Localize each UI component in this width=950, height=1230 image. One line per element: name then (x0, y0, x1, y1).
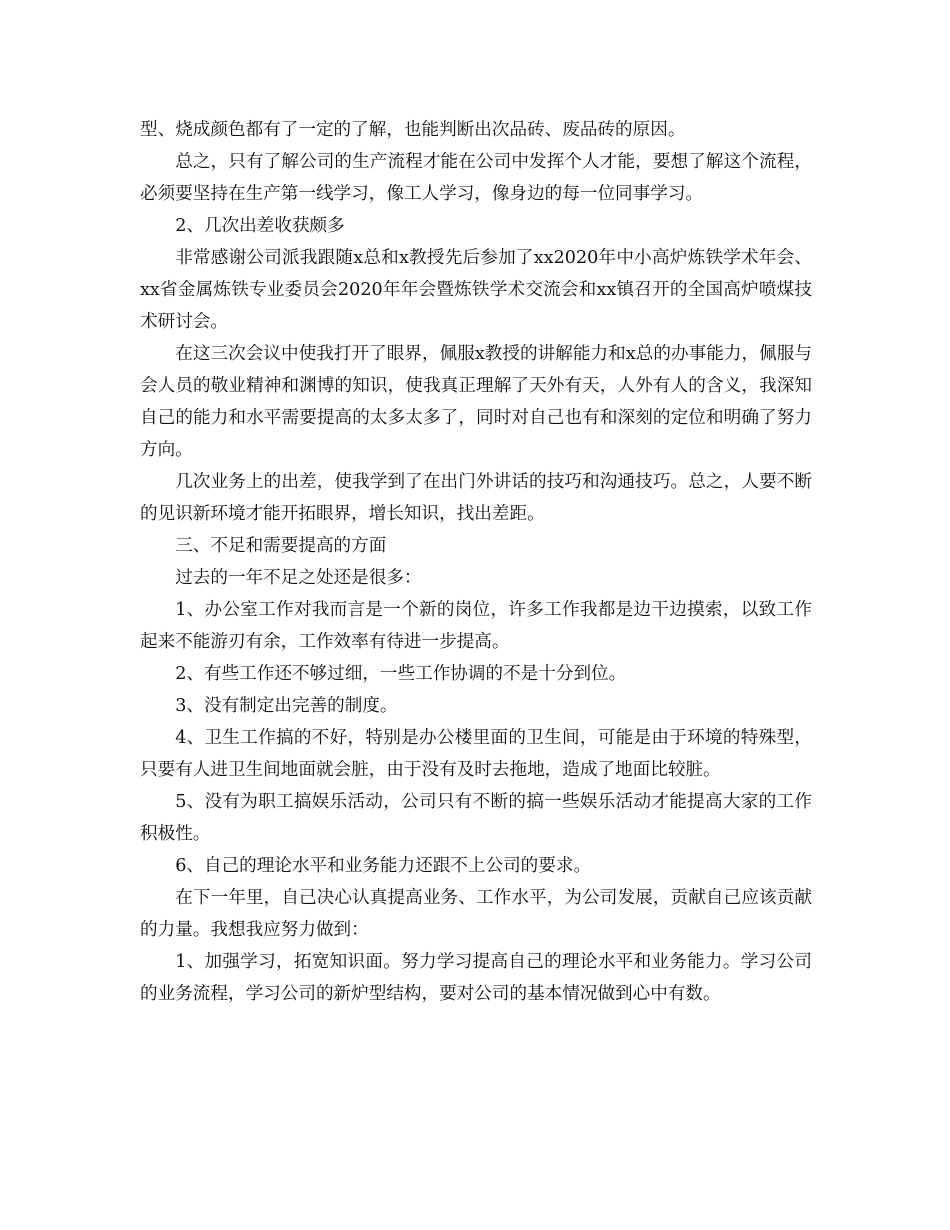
list-item-shortcoming-2: 2、有些工作还不够过细，一些工作协调的不是十分到位。 (175, 664, 627, 684)
list-item-plan-1: 1、加强学习，拓宽知识面。努力学习提高自己的理论水平和业务能力。学习公司的业务流程，学习公司的新炉型结构，要对公司的基本情况做到心中有数。 (140, 952, 812, 1004)
paragraph-next-year-intro: 在下一年里，自己决心认真提高业务、工作水平，为公司发展，贡献自己应该贡献的力量。我想我应努力做到： (140, 888, 812, 940)
paragraph-conference-reflection: 在这三次会议中使我打开了眼界，佩服x教授的讲解能力和x总的办事能力，佩服与会人员的敬业精神和渊博的知识，使我真正理解了天外有天，人外有人的含义，我深知自己的能力和水平需要提高的太多太多了，同时对自己也有和深刻的定位和明确了努力方向。 (140, 344, 812, 460)
paragraph-summary: 总之，只有了解公司的生产流程才能在公司中发挥个人才能，要想了解这个流程，必须要坚持在生产第一线学习，像工人学习，像身边的每一位同事学习。 (140, 152, 812, 204)
paragraph-continuation: 型、烧成颜色都有了一定的了解，也能判断出次品砖、废品砖的原因。 (140, 120, 686, 140)
paragraph-conferences: 非常感谢公司派我跟随x总和x教授先后参加了xx2020年中小高炉炼铁学术年会、xx省金属炼铁专业委员会2020年年会暨炼铁学术交流会和xx镇召开的全国高炉喷煤技术研讨会。 (140, 248, 812, 332)
list-item-shortcoming-1: 1、办公室工作对我而言是一个新的岗位，许多工作我都是边干边摸索，以致工作起来不能游刃有余，工作效率有待进一步提高。 (140, 600, 812, 652)
paragraph-trip-lessons: 几次业务上的出差，使我学到了在出门外讲话的技巧和沟通技巧。总之，人要不断的见识新环境才能开拓眼界，增长知识，找出差距。 (140, 472, 812, 524)
list-item-shortcoming-5: 5、没有为职工搞娱乐活动，公司只有不断的搞一些娱乐活动才能提高大家的工作积极性。 (140, 792, 812, 844)
section-heading-shortcomings: 三、不足和需要提高的方面 (175, 536, 387, 556)
list-item-shortcoming-4: 4、卫生工作搞的不好，特别是办公楼里面的卫生间，可能是由于环境的特殊型，只要有人进卫生间地面就会脏，由于没有及时去拖地，造成了地面比较脏。 (140, 728, 812, 780)
section-heading-business-trips: 2、几次出差收获颇多 (175, 216, 345, 236)
list-item-shortcoming-3: 3、没有制定出完善的制度。 (175, 696, 398, 716)
paragraph-shortcomings-intro: 过去的一年不足之处还是很多： (175, 568, 422, 588)
list-item-shortcoming-6: 6、自己的理论水平和业务能力还跟不上公司的要求。 (175, 856, 592, 876)
document-body (140, 114, 812, 1010)
